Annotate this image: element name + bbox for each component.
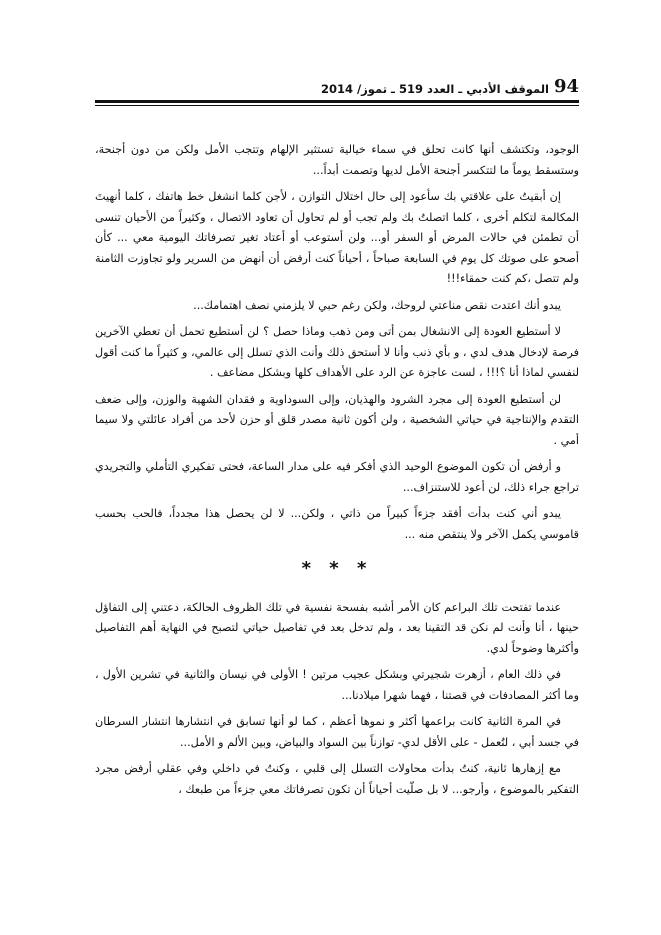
paragraph: عندما تفتحت تلك البراعم كان الأمر أشبه بفسحة نفسية في تلك الظروف الحالكة، دعتني إلى التفاؤل حينها ، أنا وأنت لم نكن قد التقينا بعد ، ولم تدخل بعد في تفاصيل حياتي لتصبح في النهاية أهم التفاصيل وأكثرها وضوحاً لدي. [95, 600, 579, 655]
paragraph: الوجود، وتكتشف أنها كانت تحلق في سماء خيالية تستثير الإلهام وتتجب الأمل ولكن من دون أجنحة، وستسقط يوماً ما لتتكسر أجنحة الأمل لديها وتصمت أبداً... [95, 143, 579, 177]
issue-info: الموقف الأدبي ـ العدد 519 ـ تموز/ 2014 [320, 82, 549, 96]
paragraph: في ذلك العام ، أزهرت شجيرتي وبشكل عجيب مرتين ! الأولى في نيسان والثانية في تشرين الأول ، وما أكثر المصادفات في قصتنا ، فهما شهرا ميلادنا... [95, 668, 579, 702]
page-number: 94 [553, 76, 579, 97]
paragraph: في المرة الثانية كانت براعمها أكثر و نموها أعظم ، كما لو أنها تسابق في انتشارها انتشار السرطان في جسد أبي ، لتُعمل - على الأقل لدي- توازناً بين السواد والبياض، وبين الألم و الأمل... [95, 715, 579, 749]
paragraph: إن أبقيتُ على علاقتي بك سأعود إلى حال اختلال التوازن ، لأجن كلما انشغل خط هاتفك ، كلما أنهيتَ المكالمة لتكلم أخرى ، كلما اتصلتُ بك ولم تجب أو لم تحاول أن تعاود الاتصال ، وكثيراً من الأحيان تنسى أن تطمئن في حالات المرض أو السفر أو... ولن أستوعب أو أعتاد تغير تصرفاتك اليومية معي ... كأن أصحو على صوتك كل يوم في السابعة صباحاً ، أحياناً كنت أرفض أن أنهض من السرير ولو تجاوزت الثامنة ولم تتصل ،كم كنت حمقاء!!! [95, 190, 579, 285]
paragraph: يبدو أني كنت بدأت أفقد جزءاً كبيراً من ذاتي ، ولكن... لا لن يحصل هذا مجدداً، فالحب بحسب قاموسي يكمل الآخر ولا ينتقص منه ... [95, 507, 579, 541]
paragraph: و أرفض أن تكون الموضوع الوحيد الذي أفكر فيه على مدار الساعة، فحتى تفكيري التأملي والتجريدي تراجع جراء ذلك، لن أعود للاستنزاف... [95, 460, 579, 494]
paragraph: لا أستطيع العودة إلى الانشغال بمن أتى ومن ذهب وماذا حصل ؟ لن أستطيع تحمل أن تعطي الآخرين فرصة لإدخال هدف لدي ، و بأي ذنب وأنا لا أستحق ذلك وأنت الذي تسلل إلى عالمي، و كثيراً ما كنت أقول لنفسي لماذا أنا ؟!!! ، لست عاجزة عن الرد على الأهداف كلها وبشكل مضاعف . [95, 325, 579, 379]
header-rule [95, 100, 579, 106]
paragraph: لن أستطيع العودة إلى مجرد الشرود والهذيان، وإلى السوداوية و فقدان الشهية والوزن، وإلى ضعف التقدم والإنتاجية في حياتي الشخصية ، ولن أكون ثانية مصدر قلق أو حزن لأحد من أفراد عائلتي ولا سيما أمي . [95, 392, 579, 447]
section-separator: * * * [301, 558, 373, 579]
article-body [95, 140, 579, 806]
paragraph: مع إزهارها ثانية، كنتُ بدأت محاولات التسلل إلى قلبي ، وكنتُ في داخلي وفي عقلي أرفض مجرد التفكير بالموضوع ، وأرجو... لا بل صلّيت أحياناً أن تكون تصرفاتك معي جزءاً من طبعك ، [95, 762, 579, 796]
page-header [95, 76, 579, 98]
paragraph: يبدو أنك اعتدت نقص مناعتي لروحك، ولكن رغم حبي لا يلزمني نصف اهتمامك... [193, 298, 561, 312]
